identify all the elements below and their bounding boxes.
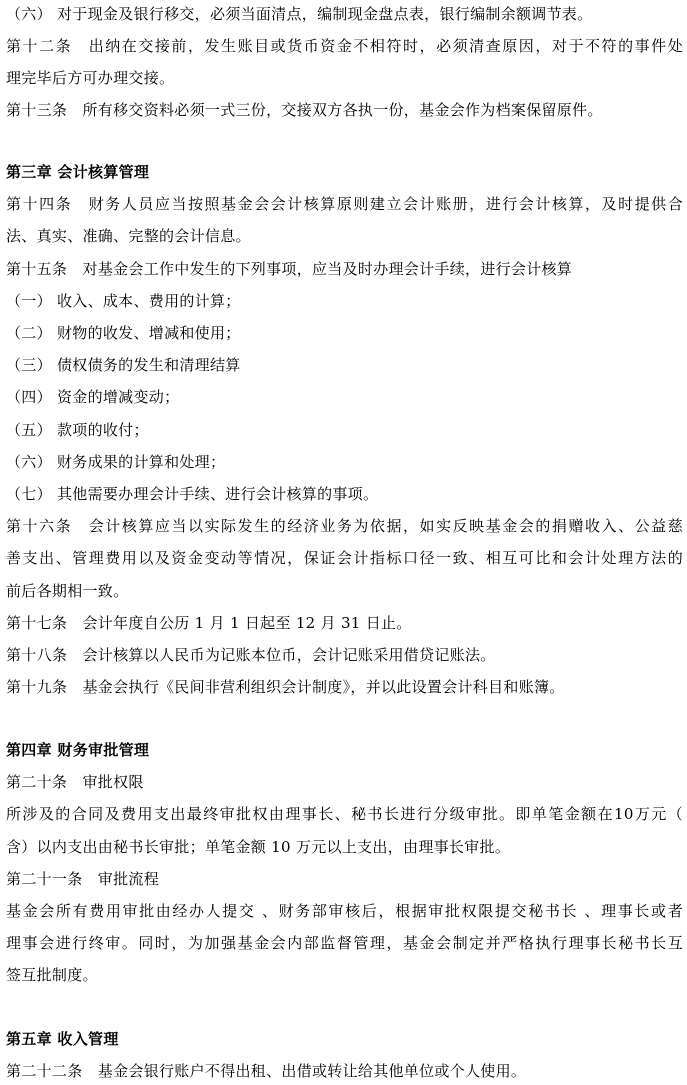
article-12-line-2: 理完毕后方可办理交接。 bbox=[6, 69, 175, 87]
list-item-3: （三） 债权债务的发生和清理结算 bbox=[6, 356, 241, 374]
list-item-4: （四） 资金的增减变动； bbox=[6, 388, 180, 406]
chapter-3-heading: 第三章 会计核算管理 bbox=[6, 163, 150, 181]
article-12-line-1: 第十二条 出纳在交接前，发生账目或货币资金不相符时，必须清查原因，对于不符的事件处 bbox=[6, 37, 683, 55]
article-19: 第十九条 基金会执行《民间非营利组织会计制度》，并以此设置会计科目和账簿。 bbox=[6, 678, 565, 696]
article-21: 第二十一条 审批流程 bbox=[6, 870, 160, 888]
article-22: 第二十二条 基金会银行账户不得出租、出借或转让给其他单位或个人使用。 bbox=[6, 1062, 527, 1080]
article-18: 第十八条 会计核算以人民币为记账本位币，会计记账采用借贷记账法。 bbox=[6, 646, 496, 664]
approval-authority-line-2: 含）以内支出由秘书长审批；单笔金额 10 万元以上支出，由理事长审批。 bbox=[6, 838, 511, 856]
list-item-2: （二） 财物的收发、增减和使用； bbox=[6, 324, 241, 342]
article-16-line-1: 第十六条 会计核算应当以实际发生的经济业务为依据，如实反映基金会的捐赠收入、公益慈 bbox=[6, 517, 683, 535]
article-14-line-2: 法、真实、准确、完整的会计信息。 bbox=[6, 227, 251, 245]
article-14-line-1: 第十四条 财务人员应当按照基金会会计核算原则建立会计账册，进行会计核算，及时提供合 bbox=[6, 195, 683, 213]
article-17: 第十七条 会计年度自公历 1 月 1 日起至 12 月 31 日止。 bbox=[6, 614, 412, 632]
approval-process-line-2: 理事会进行终审。同时，为加强基金会内部监督管理，基金会制定并严格执行理事长秘书长互 bbox=[6, 934, 683, 952]
approval-authority-line-1: 所涉及的合同及费用支出最终审批权由理事长、秘书长进行分级审批。即单笔金额在10万元（ bbox=[6, 805, 683, 823]
article-16-line-3: 前后各期相一致。 bbox=[6, 582, 129, 600]
approval-process-line-1: 基金会所有费用审批由经办人提交 、财务部审核后，根据审批权限提交秘书长 、理事长或者 bbox=[6, 902, 683, 920]
article-20: 第二十条 审批权限 bbox=[6, 773, 144, 791]
chapter-4-heading: 第四章 财务审批管理 bbox=[6, 741, 150, 759]
approval-process-line-3: 签互批制度。 bbox=[6, 966, 98, 984]
list-item-1: （一） 收入、成本、费用的计算； bbox=[6, 292, 241, 310]
list-item-6: （六） 财务成果的计算和处理； bbox=[6, 453, 226, 471]
article-16-line-2: 善支出、管理费用以及资金变动等情况，保证会计指标口径一致、相互可比和会计处理方法的 bbox=[6, 549, 683, 567]
text-line-handover-cash: （六） 对于现金及银行移交，必须当面清点，编制现金盘点表，银行编制余额调节表。 bbox=[6, 5, 593, 23]
chapter-5-heading: 第五章 收入管理 bbox=[6, 1030, 119, 1048]
list-item-5: （五） 款项的收付； bbox=[6, 421, 149, 439]
article-13: 第十三条 所有移交资料必须一式三份，交接双方各执一份，基金会作为档案保留原件。 bbox=[6, 101, 603, 119]
article-15: 第十五条 对基金会工作中发生的下列事项，应当及时办理会计手续，进行会计核算 bbox=[6, 260, 573, 278]
list-item-7: （七） 其他需要办理会计手续、进行会计核算的事项。 bbox=[6, 485, 379, 503]
